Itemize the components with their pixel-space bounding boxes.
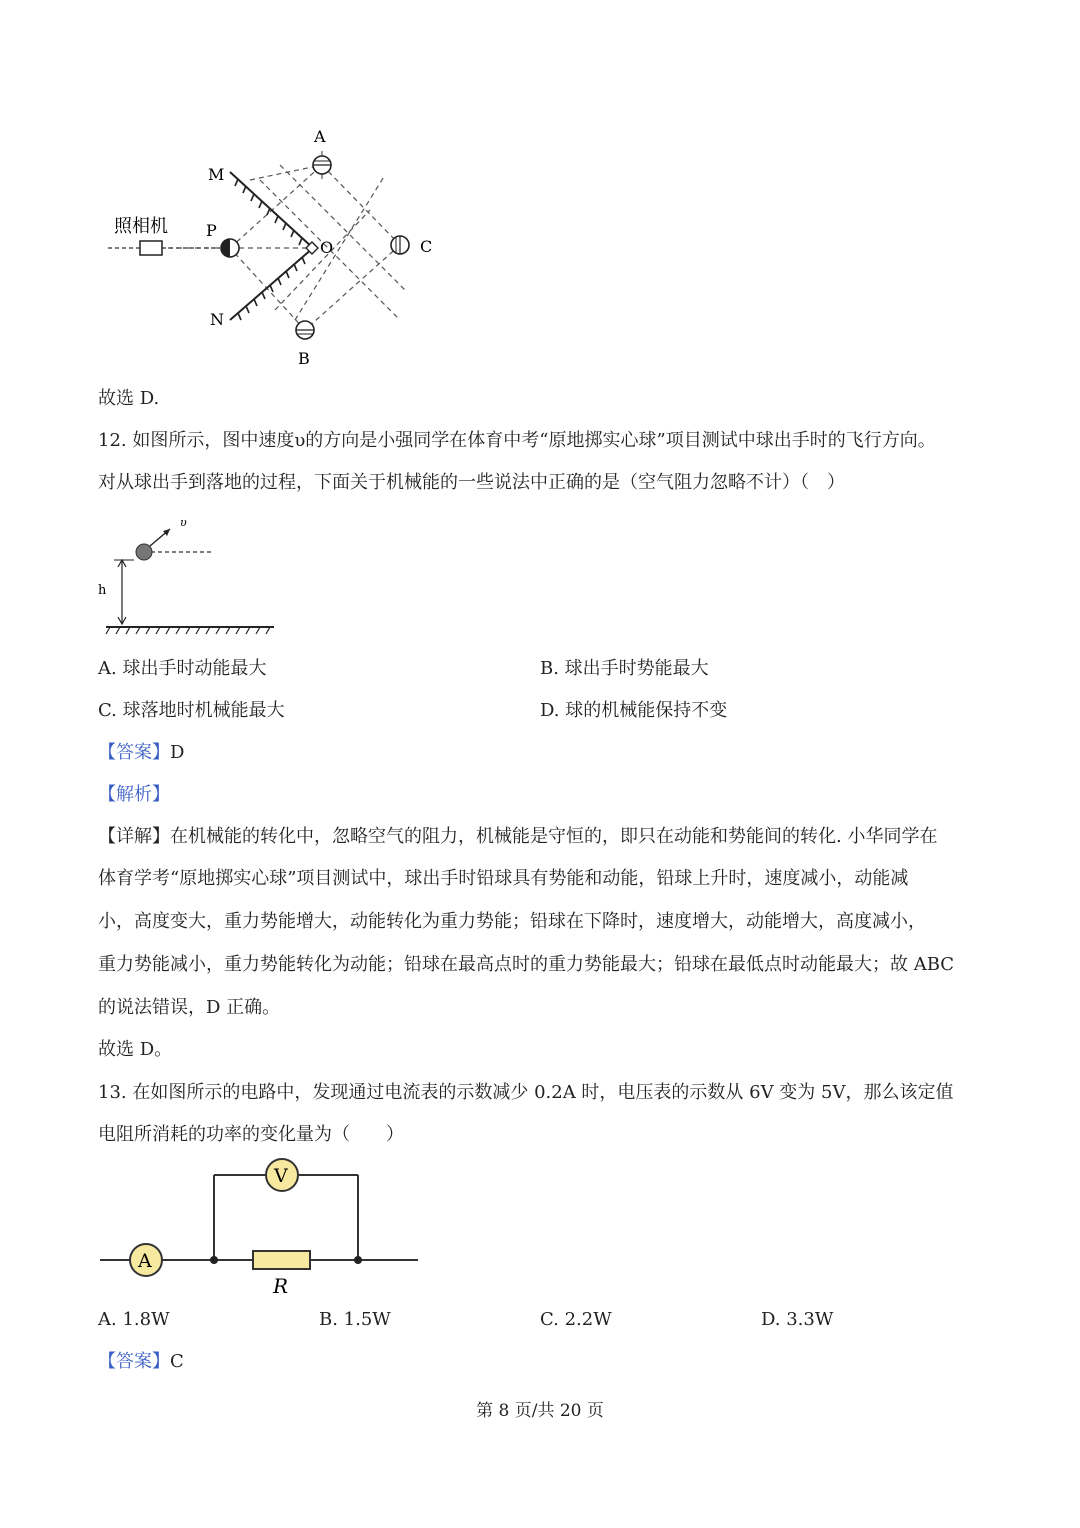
label-C: C [420,237,433,256]
q12-option-a: A. 球出手时动能最大 [98,658,267,679]
q12-stem-line1: 12. 如图所示，图中速度υ的方向是小强同学在体育中考“原地掷实心球”项目测试中球出手时的飞行方向。 [98,430,936,451]
q13-stem-line1: 13. 在如图所示的电路中，发现通过电流表的示数减少 0.2A 时，电压表的示数从 6V 变为 5V，那么该定值 [98,1082,954,1103]
velocity-label: υ [180,516,187,529]
q12-option-d: D. 球的机械能保持不变 [540,700,728,721]
q12-conclusion: 故选 D。 [98,1039,173,1060]
height-label: h [98,583,107,598]
q12-detail-line3: 小，高度变大，重力势能增大，动能转化为重力势能；铅球在下降时，速度增大，动能增大，高度减小， [98,911,926,932]
detail-tag: 【详解】 [98,826,170,847]
q12-detail-line2: 体育学考“原地掷实心球”项目测试中，球出手时铅球具有势能和动能，铅球上升时，速度减小，动能减 [98,868,909,889]
detail-text-1: 在机械能的转化中，忽略空气的阻力，机械能是守恒的，即只在动能和势能间的转化. 小华同学在 [170,826,938,847]
label-camera: 照相机 [114,216,168,237]
q13-answer-value: C [170,1351,184,1372]
q13-answer-tag: 【答案】 [98,1351,170,1372]
q13-option-a: A. 1.8W [98,1309,170,1330]
analysis-tag: 【解析】 [98,784,170,805]
label-B: B [298,349,310,368]
label-P: P [206,221,217,240]
q12-analysis [98,782,170,808]
q12-stem-line2: 对从球出手到落地的过程，下面关于机械能的一些说法中正确的是（空气阻力忽略不计）（ ） [98,472,845,493]
q11-conclusion: 故选 D. [98,388,160,409]
ball-throw-figure [96,512,281,637]
voltmeter-label: V [274,1165,288,1187]
answer-value: D [170,742,185,763]
q13-option-c: C. 2.2W [540,1309,612,1330]
label-N: N [210,310,224,329]
page-footer: 第 8 页/共 20 页 [476,1401,604,1421]
q12-option-c: C. 球落地时机械能最大 [98,700,285,721]
q13-option-b: B. 1.5W [319,1309,391,1330]
circuit-figure [98,1155,423,1300]
label-A: A [314,127,326,146]
q13-option-d: D. 3.3W [761,1309,834,1330]
label-M: M [208,165,225,184]
resistor-label: R [273,1274,289,1298]
answer-tag: 【答案】 [98,742,170,763]
q12-detail-line1 [98,824,937,850]
q12-answer [98,740,184,766]
q13-stem-line2: 电阻所消耗的功率的变化量为（ ） [98,1124,404,1145]
q12-detail-line5: 的说法错误，D 正确。 [98,997,281,1018]
mirror-figure [100,120,460,380]
ammeter-label: A [138,1250,152,1272]
q13-answer [98,1349,184,1375]
q12-option-b: B. 球出手时势能最大 [540,658,709,679]
label-O: O [320,238,334,257]
q12-detail-line4: 重力势能减小，重力势能转化为动能；铅球在最高点时的重力势能最大；铅球在最低点时动能最大；故 ABC [98,954,955,975]
